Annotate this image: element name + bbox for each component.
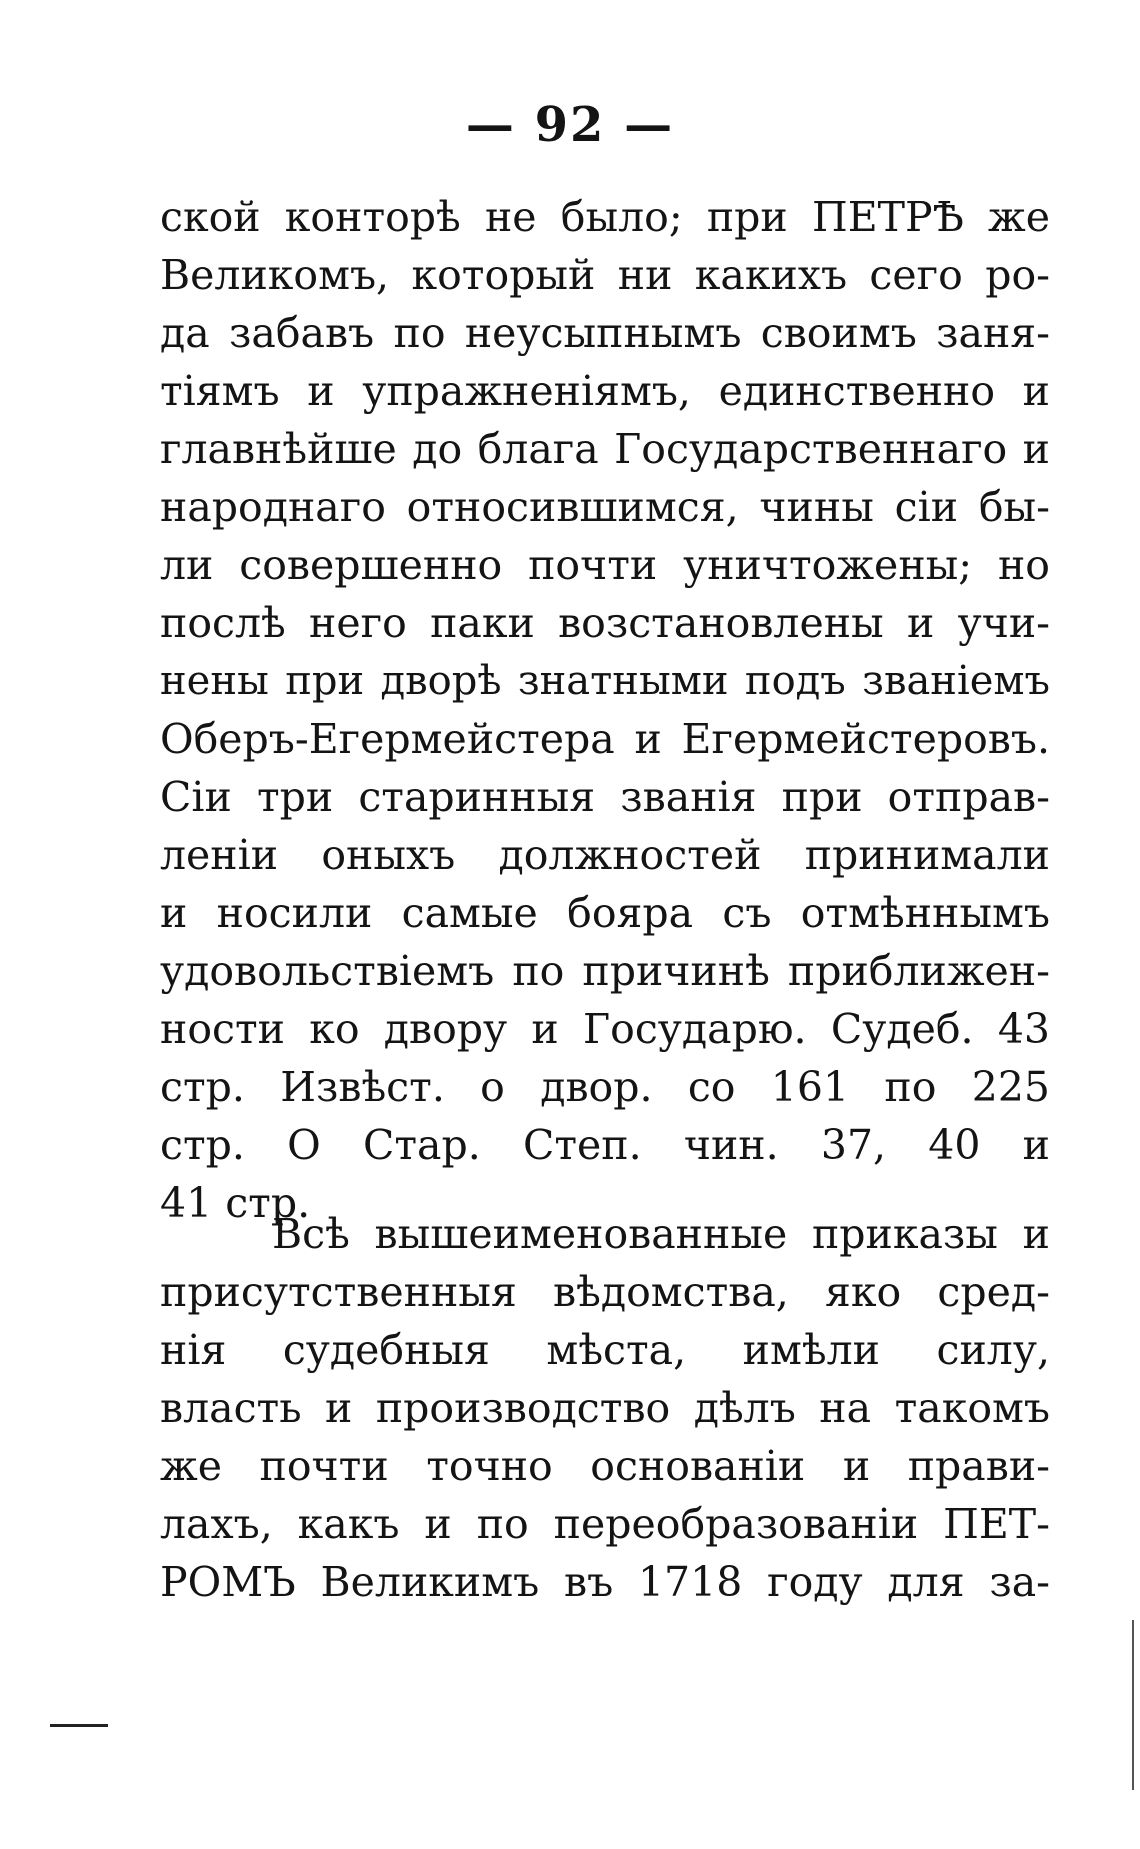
text-line: народнаго относившимся, чины сіи бы- xyxy=(160,483,1050,531)
text-line: главнѣйше до блага Государственнаго и xyxy=(160,425,1050,473)
text-line: лахъ, какъ и по переобразованіи ПЕТ- xyxy=(160,1500,1050,1548)
paragraph-2 xyxy=(160,1205,1050,1611)
text-line: присутственныя вѣдомства, яко сред- xyxy=(160,1268,1050,1316)
text-line: Оберъ-Егермейстера и Егермейстеровъ. xyxy=(160,715,1050,763)
text-line: ности ко двору и Государю. Судеб. 43 xyxy=(160,1005,1050,1053)
text-line: нены при дворѣ знатными подъ званіемъ xyxy=(160,658,1050,704)
footer-rule xyxy=(50,1724,108,1727)
text-line: Всѣ вышеименованные приказы и xyxy=(272,1210,1050,1258)
text-line: удовольствіемъ по причинѣ приближен- xyxy=(160,947,1050,995)
text-line: 41 стр. xyxy=(160,1179,311,1227)
text-line: Великомъ, который ни какихъ сего ро- xyxy=(160,251,1050,299)
text-line: нія судебныя мѣста, имѣли силу, xyxy=(160,1326,1050,1374)
text-line: стр. О Стар. Степ. чин. 37, 40 и xyxy=(160,1121,1050,1169)
text-line: власть и производство дѣлъ на такомъ xyxy=(160,1384,1050,1432)
text-line: же почти точно основаніи и прави- xyxy=(160,1442,1050,1490)
text-line: тіямъ и упражненіямъ, единственно и xyxy=(160,367,1050,415)
text-line: РОМЪ Великимъ въ 1718 году для за- xyxy=(160,1558,1050,1606)
page-edge-mark xyxy=(1132,1620,1134,1790)
page-number-header: — 92 — xyxy=(465,97,675,153)
text-line: ской конторѣ не было; при ПЕТРѢ же xyxy=(160,193,1050,241)
text-line: стр. Извѣст. о двор. со 161 по 225 xyxy=(160,1063,1050,1111)
text-line: леніи оныхъ должностей принимали xyxy=(160,831,1050,879)
text-line: послѣ него паки возстановлены и учи- xyxy=(160,599,1050,647)
text-line: да забавъ по неусыпнымъ своимъ заня- xyxy=(160,309,1050,357)
text-line: Сіи три старинныя званія при отправ- xyxy=(160,773,1050,821)
paragraph-1 xyxy=(160,188,1050,1232)
text-line: и носили самые бояра съ отмѣннымъ xyxy=(160,889,1050,937)
text-line: ли совершенно почти уничтожены; но xyxy=(160,541,1050,589)
